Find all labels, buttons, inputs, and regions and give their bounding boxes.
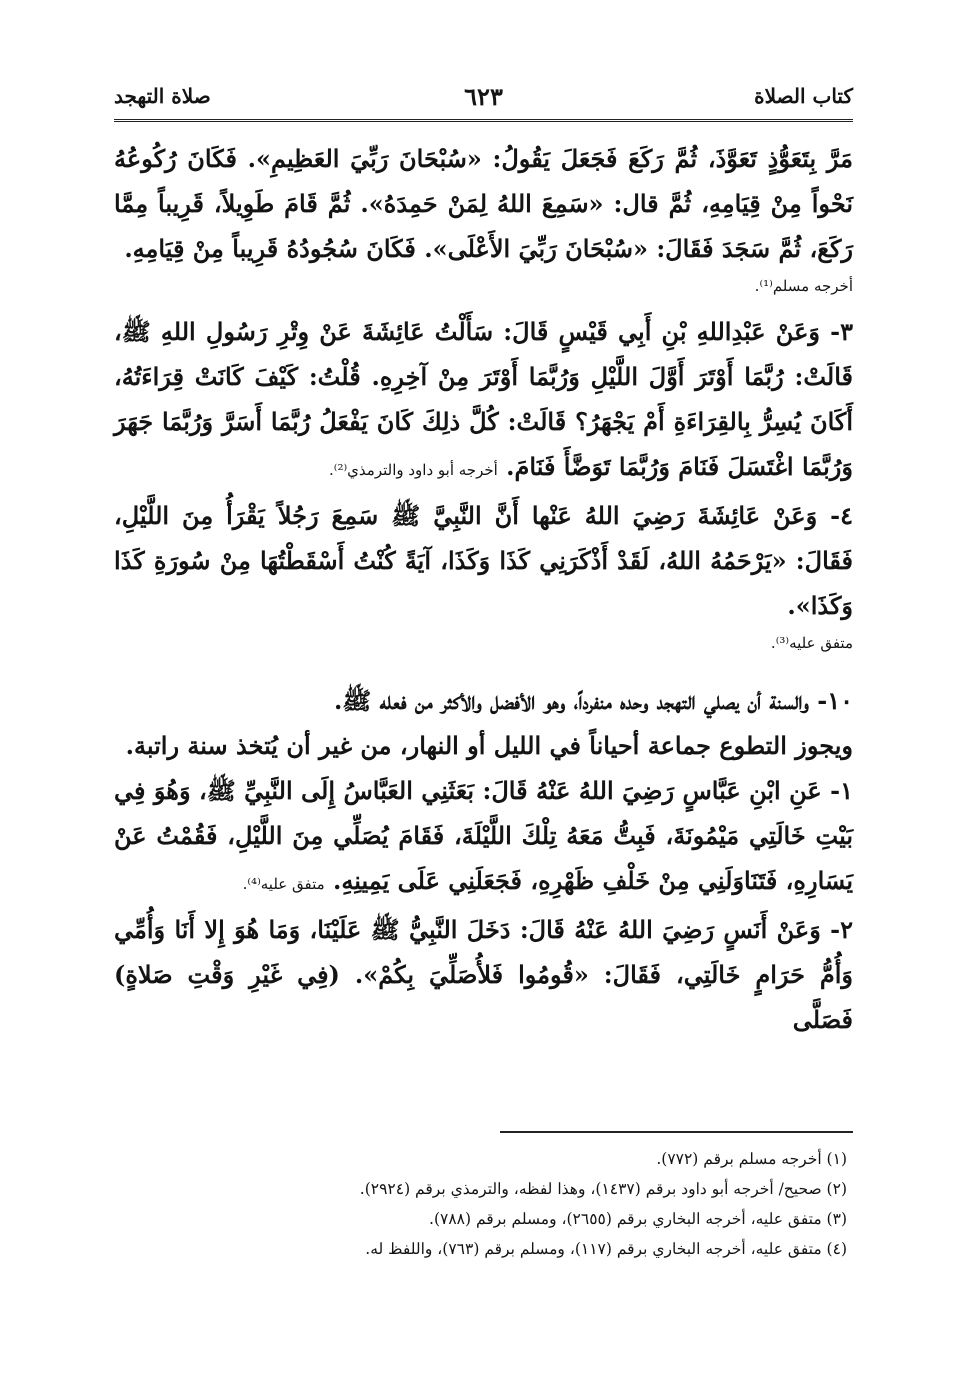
footnote: (١) أخرجه مسلم برقم (٧٧٢). <box>656 1150 847 1168</box>
source-note: أخرجه مسلم⁽¹⁾. <box>754 277 853 295</box>
footnote: (٤) متفق عليه، أخرجه البخاري برقم (١١٧)، ومسلم برقم (٧٦٣)، واللفظ له. <box>365 1240 847 1258</box>
hadith-paragraph: ٢- وَعَنْ أَنَسٍ رَضِيَ اللهُ عَنْهُ قَالَ: دَخَلَ النَّبِيُّ ﷺ عَلَيْنَا، وَمَا هُوَ إِلا أَنَا وَأُمِّي وَأُمُّ حَرَامٍ خَالَتِي، فَقَالَ: «قُومُوا فَلأُصَلِّيَ بِكُمْ». (فِي غَيْرِ وَقْتِ صَلاةٍ) فَصَلَّى <box>114 915 854 1034</box>
source-note: متفق عليه⁽⁴⁾. <box>242 875 325 893</box>
book-title: كتاب الصلاة <box>754 84 853 108</box>
footnote: (٢) صحيح/ أخرجه أبو داود برقم (١٤٣٧)، وهذا لفظه، والترمذي برقم (٢٩٢٤). <box>359 1180 847 1198</box>
hadith-paragraph: ٤- وَعَنْ عَائِشَةَ رَضِيَ اللهُ عَنْها أَنَّ النَّبِيَّ ﷺ سَمِعَ رَجُلاً يَقْرَأُ مِنَ اللَّيْلِ، فَقَالَ: «يَرْحَمُهُ اللهُ، لَقَدْ أَذْكَرَنِي كَذَا وَكَذَا، آيَةً كُنْتُ أَسْقَطْتُهَا مِنْ سُورَةِ كَذَا وَكَذَا». <box>114 501 853 620</box>
rule-paragraph: ١٠- والسنة أن يصلي التهجد وحده منفرداً، وهو الأفضل والأكثر من فعله ﷺ. <box>333 686 853 715</box>
hadith-paragraph <box>114 768 853 907</box>
main-text <box>114 136 853 1042</box>
hadith-text: ١- عَنِ ابْنِ عَبَّاسٍ رَضِيَ اللهُ عَنْهُ قَالَ: بَعَثَنِي العَبَّاسُ إِلَى النَّبِيِّ ﷺ، وَهُوَ فِي بَيْتِ خَالَتِي مَيْمُونَةَ، فَبِتُّ مَعَهُ تِلْكَ اللَّيْلَةَ، فَقَامَ يُصَلِّي مِنَ اللَّيْلِ، فَقُمْتُ عَنْ يَسَارِهِ، فَتَنَاوَلَنِي مِنْ خَلْفِ ظَهْرِهِ، فَجَعَلَنِي عَلَى يَمِينِهِ. <box>114 776 853 895</box>
page-number: ٦٢٣ <box>464 82 503 111</box>
header-rule <box>114 119 853 122</box>
footnote-separator <box>500 1131 853 1133</box>
footnote: (٣) متفق عليه، أخرجه البخاري برقم (٢٦٥٥)، ومسلم برقم (٧٨٨). <box>429 1210 847 1228</box>
rule-paragraph: ويجوز التطوع جماعة أحياناً في الليل أو النهار، من غير أن يُتخذ سنة راتبة. <box>125 731 853 760</box>
source-note: أخرجه أبو داود والترمذي⁽²⁾. <box>329 461 498 479</box>
hadith-paragraph <box>114 309 853 493</box>
source-note: متفق عليه⁽³⁾. <box>770 634 853 652</box>
running-header <box>114 82 853 116</box>
hadith-text: ٣- وَعَنْ عَبْدِاللهِ بْنِ أَبِي قَيْسٍ قَالَ: سَأَلْتُ عَائِشَةَ عَنْ وِتْرِ رَسُولِ اللهِ ﷺ، قَالَتْ: رُبَّمَا أَوْتَرَ أَوَّلَ اللَّيْلِ وَرُبَّمَا أَوْتَرَ مِنْ آخِرِهِ. قُلْتُ: كَيْفَ كَانَتْ قِرَاءَتُهُ، أَكَانَ يُسِرُّ بِالقِرَاءَةِ أَمْ يَجْهَرُ؟ قَالَتْ: كُلَّ ذلِكَ كَانَ يَفْعَلُ رُبَّمَا أَسَرَّ وَرُبَّمَا جَهَرَ وَرُبَّمَا اغْتَسَلَ فَنَامَ وَرُبَّمَا تَوَضَّأَ فَنَامَ. <box>114 317 853 481</box>
hadith-paragraph: مَرَّ بِتَعَوُّذٍ تَعَوَّذَ، ثُمَّ رَكَعَ فَجَعَلَ يَقُولُ: «سُبْحَانَ رَبِّيَ العَظِيمِ». فَكَانَ رُكُوعُهُ نَحْواً مِنْ قِيَامِهِ، ثُمَّ قال: «سَمِعَ اللهُ لِمَنْ حَمِدَهُ». ثُمَّ قَامَ طَوِيلاً، قَرِيباً مِمَّا رَكَعَ، ثُمَّ سَجَدَ فَقَالَ: «سُبْحَانَ رَبِّيَ الأَعْلَى». فَكَانَ سُجُودُهُ قَرِيباً مِنْ قِيَامِهِ. <box>114 144 853 263</box>
chapter-title: صلاة التهجد <box>114 84 211 108</box>
footnotes <box>114 1144 847 1264</box>
